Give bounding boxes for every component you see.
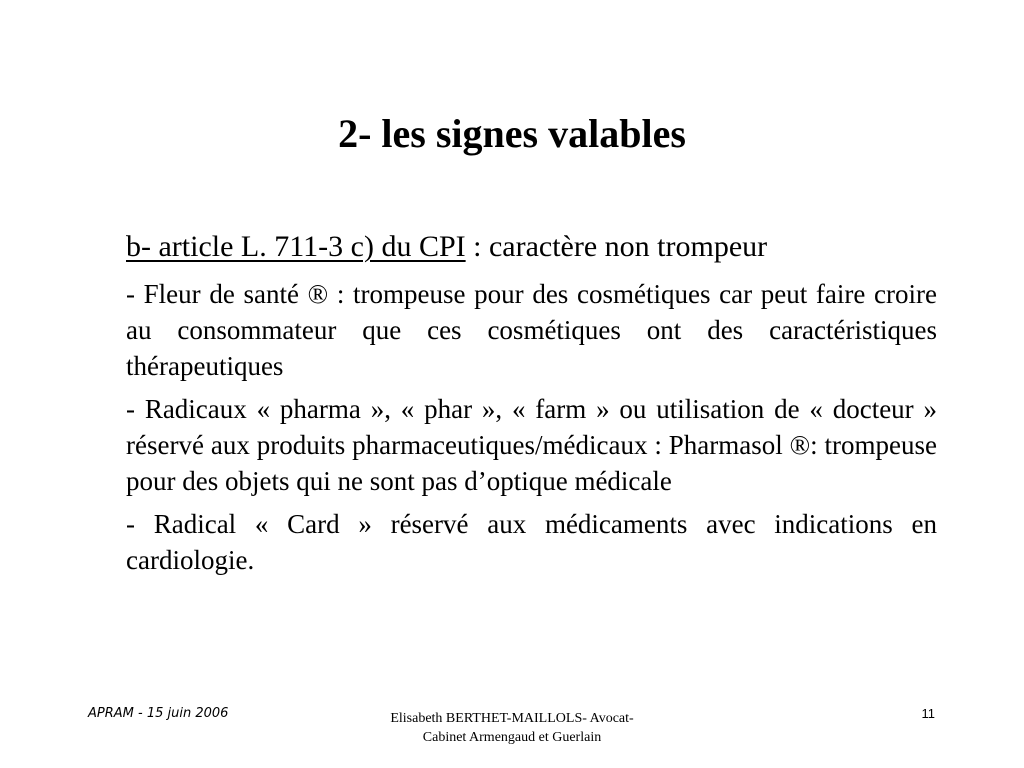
paragraph-radicaux: - Radicaux « pharma », « phar », « farm » ou utilisation de « docteur » réservé aux produits pharmaceutiques/médicaux : Pharmasol ®: trompeuse pour des objets qui ne sont pas d’optique médicale (126, 394, 937, 496)
footer-author-line2: Cabinet Armengaud et Guerlain (422, 730, 602, 745)
slide-content (126, 228, 937, 585)
footer-author-line1: Elisabeth BERTHET-MAILLOLS- Avocat- (390, 711, 634, 726)
paragraph-radical-card: - Radical « Card » réservé aux médicaments avec indications en cardiologie. (126, 509, 937, 575)
heading-rest: : caractère non trompeur (465, 230, 768, 263)
footer-event: APRAM - 15 juin 2006 (88, 706, 229, 721)
slide-title: 2- les signes valables (338, 111, 686, 156)
paragraph-fleur-de-sante: - Fleur de santé ® : trompeuse pour des cosmétiques car peut faire croire au consommateur que ces cosmétiques ont des caractéristiques thérapeutiques (126, 279, 937, 381)
page-number: 11 (921, 706, 935, 721)
footer-author (312, 709, 712, 747)
section-heading (126, 228, 937, 266)
article-reference: b- article L. 711-3 c) du CPI (126, 230, 466, 263)
